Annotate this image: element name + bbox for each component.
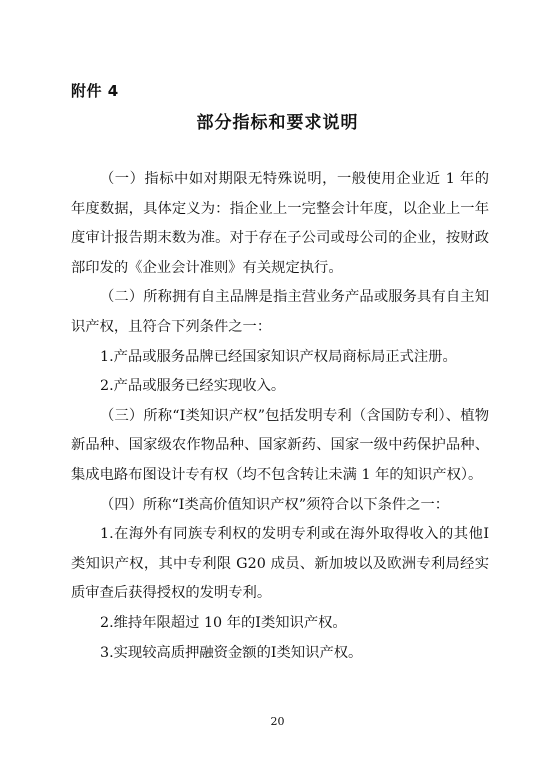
paragraph-6: （四）所称“Ⅰ类高价值知识产权”须符合以下条件之一：	[100, 496, 450, 513]
paragraph-1: （一）指标中如对期限无特殊说明，一般使用企业近 1 年的年度数据，具体定义为：指企业上一完整会计年度，以企业上一年度审计报告期末数为准。对于存在子公司或母公司的企业，按财政部印发的《企业会计准则》有关规定执行。	[71, 171, 489, 276]
document-title: 部分指标和要求说明	[196, 113, 359, 133]
paragraph-8: 2.维持年限超过 10 年的Ⅰ类知识产权。	[100, 614, 347, 631]
paragraph-3: 1.产品或服务品牌已经国家知识产权局商标局正式注册。	[100, 348, 457, 365]
paragraph-7: 1.在海外有同族专利权的发明专利或在海外取得收入的其他Ⅰ类知识产权，其中专利限 G20 成员、新加坡以及欧洲专利局经实质审查后获得授权的发明专利。	[71, 526, 489, 602]
paragraph-2: （二）所称拥有自主品牌是指主营业务产品或服务具有自主知识产权，且符合下列条件之一：	[71, 289, 489, 335]
paragraph-4: 2.产品或服务已经实现收入。	[100, 378, 286, 395]
paragraph-9: 3.实现较高质押融资金额的Ⅰ类知识产权。	[100, 644, 363, 661]
paragraph-5: （三）所称“Ⅰ类知识产权”包括发明专利（含国防专利）、植物新品种、国家级农作物品种、国家新药、国家一级中药保护品种、集成电路布图设计专有权（均不包含转让未满 1 年的知识产权）。	[71, 407, 489, 483]
page-number: 20	[270, 715, 285, 728]
attachment-label: 附件 4	[71, 82, 119, 100]
document-body	[71, 165, 489, 668]
